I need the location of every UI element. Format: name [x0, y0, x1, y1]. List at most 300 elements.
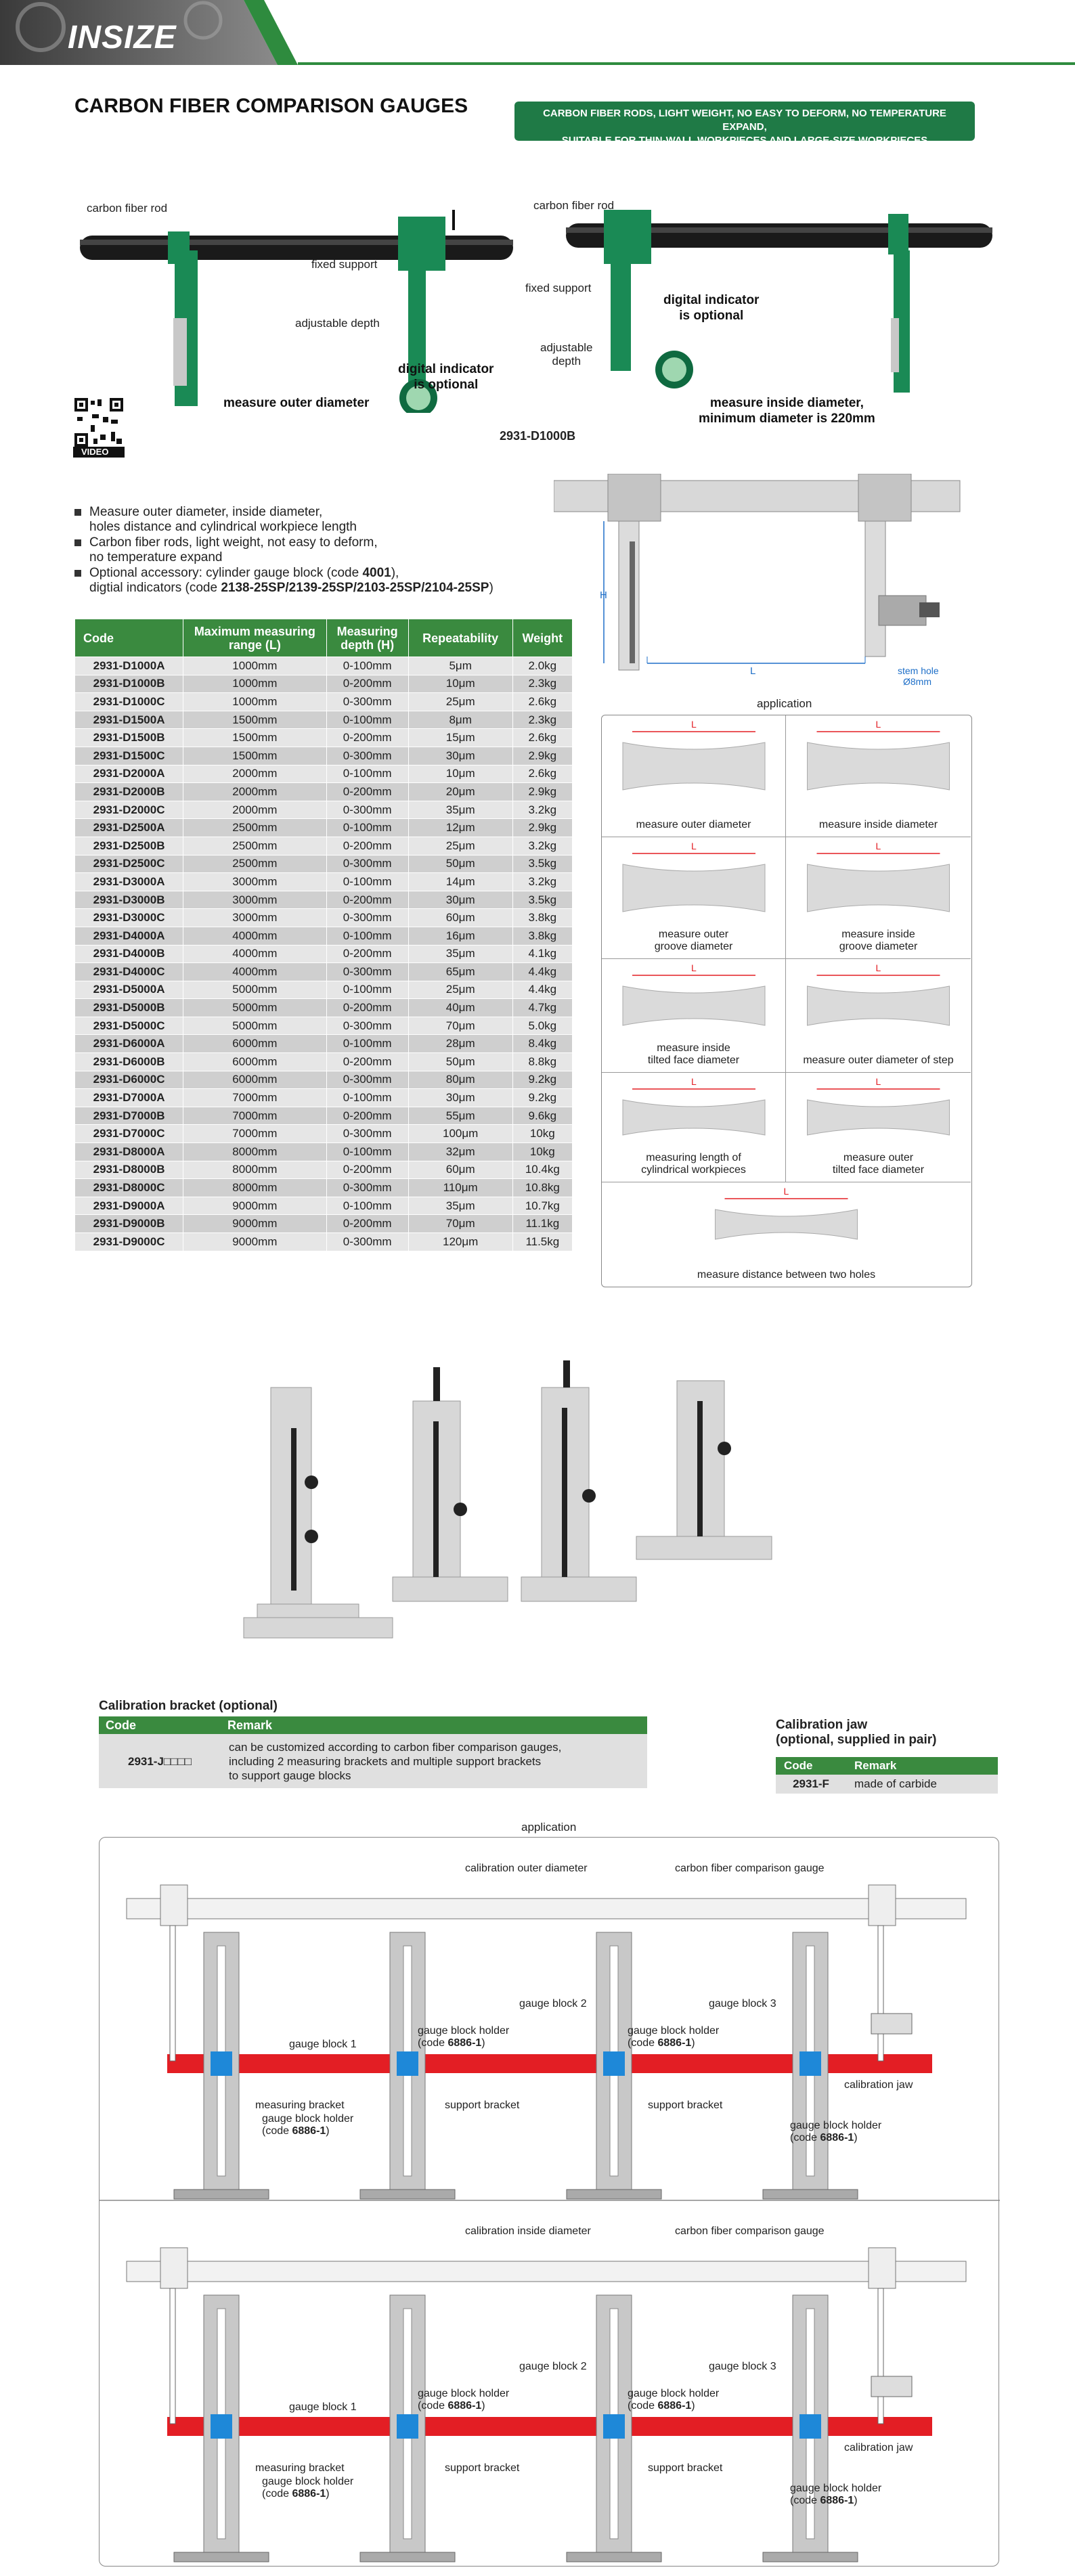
table-row [75, 999, 573, 1017]
application-item [602, 959, 786, 1073]
label-calibration-jaw: calibration jaw [844, 2442, 913, 2453]
table-cell: 0-100mm [326, 1089, 408, 1107]
label-gauge-block-3: gauge block 3 [709, 2361, 776, 2372]
label-carbon-fiber-rod-2: carbon fiber rod [533, 199, 615, 212]
table-cell: 0-300mm [326, 1017, 408, 1035]
table-cell: 2.9kg [512, 819, 572, 837]
product-photo-inner [566, 183, 999, 399]
table-cell: 9.6kg [512, 1107, 572, 1125]
cell-code: 2931-D3000A [75, 873, 183, 891]
spec-table [74, 619, 573, 1251]
video-label: VIDEO [81, 447, 109, 457]
table-cell: 8μm [408, 711, 512, 729]
table-cell: 3000mm [183, 873, 326, 891]
label-holder: gauge block holder [262, 2476, 354, 2487]
application-item [602, 837, 786, 959]
cell-code: 2931-D9000B [75, 1215, 183, 1233]
cell-code: 2931-D7000B [75, 1107, 183, 1125]
table-cell: 2.0kg [512, 657, 572, 675]
table-cell: 14μm [408, 873, 512, 891]
table-cell: 1500mm [183, 711, 326, 729]
table-row [75, 1107, 573, 1125]
table-cell: 3.2kg [512, 873, 572, 891]
table-cell: 11.1kg [512, 1215, 572, 1233]
table-cell: 7000mm [183, 1107, 326, 1125]
label-holder: gauge block holder [790, 2120, 882, 2131]
table-cell: 1000mm [183, 675, 326, 693]
cell-code: 2931-D2000B [75, 783, 183, 801]
table-cell: 0-100mm [326, 765, 408, 783]
caption-inside-diameter [699, 395, 875, 426]
cell-code: 2931-D2500C [75, 855, 183, 873]
cell-code: 2931-D5000B [75, 999, 183, 1017]
model-label: 2931-D1000B [500, 429, 576, 443]
label-gauge-block-1: gauge block 1 [289, 2039, 357, 2050]
table-cell: 25μm [408, 981, 512, 999]
table-cell: 4.4kg [512, 963, 572, 981]
table-row [75, 1161, 573, 1179]
table-row [75, 909, 573, 927]
label-gauge-block-1: gauge block 1 [289, 2401, 357, 2413]
digital-indicator-2-line-1: digital indicator [663, 293, 760, 307]
cell-code: 2931-D7000A [75, 1089, 183, 1107]
adjustable-line-2: depth [552, 355, 582, 368]
application-caption-line-2: groove diameter [839, 941, 918, 952]
label-holder: gauge block holder [790, 2483, 882, 2494]
table-cell: 3.5kg [512, 855, 572, 873]
table-cell: 2.9kg [512, 783, 572, 801]
table-cell: 10μm [408, 675, 512, 693]
header-weight: Weight [512, 619, 572, 657]
cell-code: 2931-D1500C [75, 747, 183, 765]
table-cell: 60μm [408, 909, 512, 927]
table-cell: 0-300mm [326, 1179, 408, 1197]
table-cell: 110μm [408, 1179, 512, 1197]
label-measuring-bracket: measuring bracket [255, 2100, 345, 2111]
cell-code: 2931-D1000B [75, 675, 183, 693]
table-row [75, 747, 573, 765]
table-cell: 11.5kg [512, 1233, 572, 1251]
table-cell: 10μm [408, 765, 512, 783]
table-row [75, 1125, 573, 1143]
cal-header-code: Code [99, 1716, 221, 1734]
cell-code: 2931-D2500A [75, 819, 183, 837]
table-cell: 25μm [408, 693, 512, 711]
table-cell: 70μm [408, 1017, 512, 1035]
label-holder-code: (code 6886-1) [628, 2037, 695, 2049]
table-row [75, 1179, 573, 1197]
cell-code: 2931-D1000A [75, 657, 183, 675]
table-cell: 4.4kg [512, 981, 572, 999]
table-cell: 6000mm [183, 1071, 326, 1089]
cell-code: 2931-D3000C [75, 909, 183, 927]
dimension-l-label: L [875, 841, 881, 851]
table-cell: 0-200mm [326, 1161, 408, 1179]
feature-item: Optional accessory: cylinder gauge block (code 4001), digtial indicators (code 2138-25SP/2139-25SP/2103-25SP/2104-25SP) [74, 566, 562, 596]
application-caption: measure outer [843, 1152, 914, 1163]
table-cell: 50μm [408, 855, 512, 873]
table-row [75, 819, 573, 837]
table-cell: 60μm [408, 1161, 512, 1179]
table-row [75, 657, 573, 675]
jaw-header-code: Code [776, 1757, 846, 1775]
table-cell: 9000mm [183, 1215, 326, 1233]
application-item [602, 715, 786, 837]
application-title: application [757, 697, 812, 710]
dimension-l-label: L [691, 1076, 697, 1087]
header-depth: Measuring depth (H) [326, 619, 408, 657]
table-cell: 65μm [408, 963, 512, 981]
table-cell: 9000mm [183, 1233, 326, 1251]
application-caption: measure distance between two holes [697, 1269, 876, 1281]
table-cell: 16μm [408, 927, 512, 945]
application-caption: measuring length of [646, 1152, 741, 1163]
table-cell: 2000mm [183, 801, 326, 819]
table-cell: 35μm [408, 1197, 512, 1215]
label-gauge-block-2: gauge block 2 [519, 1998, 587, 2009]
table-cell: 3000mm [183, 909, 326, 927]
stem-hole-label: stem hole [898, 665, 939, 676]
adjustable-line-1: adjustable [540, 341, 593, 354]
table-cell: 0-100mm [326, 1197, 408, 1215]
label-fixed-support-2: fixed support [525, 282, 592, 294]
cell-code: 2931-D5000A [75, 981, 183, 999]
cell-code: 2931-D1500A [75, 711, 183, 729]
application-caption-line-2: groove diameter [654, 941, 733, 952]
table-cell: 5.0kg [512, 1017, 572, 1035]
dimension-l-label: L [691, 841, 697, 851]
table-cell: 6000mm [183, 1035, 326, 1053]
table-row [75, 1053, 573, 1071]
cell-code: 2931-D4000A [75, 927, 183, 945]
calibration-jaw-title [776, 1718, 937, 1748]
header-range: Maximum measuring range (L) [183, 619, 326, 657]
drawing-h-label: H [600, 590, 607, 601]
dimension-l-label: L [691, 719, 697, 730]
table-cell: 0-200mm [326, 1215, 408, 1233]
header-repeatability: Repeatability [408, 619, 512, 657]
table-cell: 2.6kg [512, 729, 572, 747]
cal-remark-line-3: to support gauge blocks [229, 1769, 351, 1782]
jaw-title-line-1: Calibration jaw [776, 1718, 868, 1732]
table-cell: 30μm [408, 891, 512, 909]
label-holder-code: (code 6886-1) [790, 2132, 858, 2144]
table-cell: 9.2kg [512, 1089, 572, 1107]
banner-line-2: SUITABLE FOR THIN-WALL WORKPIECES AND LARGE-SIZE WORKPIECES [561, 135, 928, 146]
cell-code: 2931-D3000B [75, 891, 183, 909]
table-cell: 8000mm [183, 1143, 326, 1161]
table-row [75, 801, 573, 819]
label-digital-indicator [398, 361, 493, 393]
cell-code: 2931-D1500B [75, 729, 183, 747]
application-item [786, 837, 971, 959]
table-cell: 30μm [408, 747, 512, 765]
table-cell: 7000mm [183, 1125, 326, 1143]
cell-code: 2931-D2000C [75, 801, 183, 819]
cell-code: 2931-D6000C [75, 1071, 183, 1089]
table-row [75, 1071, 573, 1089]
cell-code: 2931-D9000A [75, 1197, 183, 1215]
table-cell: 0-200mm [326, 1053, 408, 1071]
table-cell: 4000mm [183, 963, 326, 981]
table-cell: 32μm [408, 1143, 512, 1161]
table-cell: 20μm [408, 783, 512, 801]
label-adjustable-depth-2 [540, 341, 593, 368]
table-cell: 55μm [408, 1107, 512, 1125]
table-cell: 0-300mm [326, 963, 408, 981]
table-cell: 0-300mm [326, 1233, 408, 1251]
table-cell: 70μm [408, 1215, 512, 1233]
cal-code: 2931-J□□□□ [99, 1734, 221, 1788]
table-cell: 0-200mm [326, 837, 408, 855]
label-carbon-gauge: carbon fiber comparison gauge [675, 1863, 825, 1874]
label-calibration: calibration outer diameter [465, 1863, 588, 1874]
digital-indicator-line-2: is optional [414, 378, 479, 392]
table-cell: 12μm [408, 819, 512, 837]
table-cell: 10kg [512, 1125, 572, 1143]
table-cell: 3.8kg [512, 927, 572, 945]
dimension-l-label: L [691, 962, 697, 973]
application-caption: measure inside diameter [818, 819, 938, 830]
table-cell: 30μm [408, 1089, 512, 1107]
table-row [75, 873, 573, 891]
digital-indicator-line-1: digital indicator [398, 362, 494, 376]
application-item [602, 1182, 971, 1287]
feature-list [74, 505, 562, 596]
label-digital-indicator-2 [663, 292, 759, 324]
brand-logo: INSIZE [68, 20, 177, 55]
cell-code: 2931-D8000C [75, 1179, 183, 1197]
feature-item: Carbon fiber rods, light weight, not easy to deform, no temperature expand [74, 535, 562, 565]
table-cell: 2500mm [183, 819, 326, 837]
dimension-l-label: L [875, 962, 881, 973]
table-cell: 0-100mm [326, 819, 408, 837]
cell-code: 2931-D7000C [75, 1125, 183, 1143]
cell-code: 2931-D4000C [75, 963, 183, 981]
cell-code: 2931-D1000C [75, 693, 183, 711]
application-caption-line-2: cylindrical workpieces [641, 1164, 746, 1176]
cal-remark [221, 1734, 647, 1788]
table-cell: 7000mm [183, 1089, 326, 1107]
table-cell: 2.9kg [512, 747, 572, 765]
cal-header-remark: Remark [221, 1716, 647, 1734]
cell-code: 2931-D4000B [75, 945, 183, 963]
table-row [75, 891, 573, 909]
label-calibration-jaw: calibration jaw [844, 2079, 913, 2091]
table-cell: 9.2kg [512, 1071, 572, 1089]
application2-box [99, 1837, 999, 2567]
jaw-title-line-2: (optional, supplied in pair) [776, 1733, 937, 1747]
jaw-code: 2931-F [776, 1775, 846, 1794]
label-carbon-fiber-rod: carbon fiber rod [87, 202, 168, 215]
table-row [75, 783, 573, 801]
table-cell: 25μm [408, 837, 512, 855]
table-cell: 8000mm [183, 1161, 326, 1179]
table-cell: 0-300mm [326, 1125, 408, 1143]
table-cell: 10.7kg [512, 1197, 572, 1215]
header-code: Code [75, 619, 183, 657]
table-cell: 0-300mm [326, 693, 408, 711]
table-cell: 4.1kg [512, 945, 572, 963]
table-row [75, 963, 573, 981]
cell-code: 2931-D8000A [75, 1143, 183, 1161]
application-item [786, 715, 971, 837]
table-cell: 1000mm [183, 693, 326, 711]
application-caption: measure inside [657, 1042, 730, 1054]
table-row [75, 1197, 573, 1215]
table-cell: 2.3kg [512, 711, 572, 729]
label-support-bracket: support bracket [445, 2462, 520, 2474]
label-measuring-bracket: measuring bracket [255, 2462, 345, 2474]
table-cell: 0-200mm [326, 729, 408, 747]
calibration-bracket-title: Calibration bracket (optional) [99, 1699, 278, 1713]
table-row [75, 981, 573, 999]
table-cell: 0-200mm [326, 891, 408, 909]
cell-code: 2931-D8000B [75, 1161, 183, 1179]
label-holder-code: (code 6886-1) [418, 2037, 485, 2049]
table-cell: 5000mm [183, 999, 326, 1017]
table-cell: 5000mm [183, 981, 326, 999]
table-cell: 8.8kg [512, 1053, 572, 1071]
table-cell: 0-300mm [326, 747, 408, 765]
label-gauge-block-2: gauge block 2 [519, 2361, 587, 2372]
cell-code: 2931-D9000C [75, 1233, 183, 1251]
application-caption: measure inside [841, 929, 915, 940]
application-caption: measure outer diameter [636, 819, 751, 830]
feature-banner [514, 102, 975, 146]
table-row [75, 837, 573, 855]
application-item [786, 959, 971, 1073]
application-caption-line-2: tilted face diameter [647, 1054, 740, 1066]
table-cell: 4000mm [183, 945, 326, 963]
dimension-l-label: L [875, 1076, 881, 1087]
label-calibration: calibration inside diameter [465, 2225, 591, 2237]
label-holder: gauge block holder [418, 2025, 510, 2037]
caption-inside-line-1: measure inside diameter, [709, 396, 864, 410]
application-caption: measure outer [658, 929, 729, 940]
dimension-l-label: L [783, 1186, 789, 1197]
table-row [75, 1035, 573, 1053]
table-cell: 0-300mm [326, 1071, 408, 1089]
table-cell: 40μm [408, 999, 512, 1017]
table-cell: 9000mm [183, 1197, 326, 1215]
calibration-diagram [100, 1838, 1000, 2567]
table-cell: 0-300mm [326, 855, 408, 873]
label-adjustable-depth: adjustable depth [295, 317, 380, 330]
table-cell: 3000mm [183, 891, 326, 909]
table-cell: 0-200mm [326, 999, 408, 1017]
application-caption-line-2: tilted face diameter [832, 1164, 925, 1176]
stem-dia-label: Ø8mm [903, 676, 931, 687]
label-holder-code: (code 6886-1) [418, 2400, 485, 2412]
cell-code: 2931-D6000B [75, 1053, 183, 1071]
jaw-header-remark: Remark [846, 1757, 998, 1775]
table-cell: 2000mm [183, 765, 326, 783]
table-cell: 0-100mm [326, 927, 408, 945]
application-caption: measure outer diameter of step [803, 1054, 954, 1066]
table-cell: 4000mm [183, 927, 326, 945]
label-holder-code: (code 6886-1) [262, 2488, 330, 2500]
table-cell: 0-200mm [326, 783, 408, 801]
table-cell: 8.4kg [512, 1035, 572, 1053]
spec-table-body [75, 657, 573, 1251]
table-cell: 5μm [408, 657, 512, 675]
table-cell: 2500mm [183, 837, 326, 855]
calibration-bracket-table [99, 1716, 647, 1788]
feature-item: Measure outer diameter, inside diameter, holes distance and cylindrical workpiece length [74, 505, 562, 535]
table-cell: 4.7kg [512, 999, 572, 1017]
table-cell: 3.5kg [512, 891, 572, 909]
digital-indicator-2-line-2: is optional [679, 309, 744, 323]
application-item [602, 1073, 786, 1182]
label-fixed-support: fixed support [311, 258, 378, 271]
page-title: CARBON FIBER COMPARISON GAUGES [74, 95, 468, 117]
table-row [75, 1215, 573, 1233]
table-cell: 0-100mm [326, 981, 408, 999]
table-cell: 15μm [408, 729, 512, 747]
table-cell: 0-100mm [326, 873, 408, 891]
table-cell: 28μm [408, 1035, 512, 1053]
label-support-bracket: support bracket [445, 2100, 520, 2111]
label-holder: gauge block holder [418, 2388, 510, 2399]
drawing-l-label: L [750, 665, 756, 677]
cell-code: 2931-D2500B [75, 837, 183, 855]
table-cell: 80μm [408, 1071, 512, 1089]
table-cell: 35μm [408, 945, 512, 963]
table-row [75, 1233, 573, 1251]
table-cell: 0-200mm [326, 945, 408, 963]
technical-drawing [554, 474, 980, 690]
table-row [75, 927, 573, 945]
table-cell: 6000mm [183, 1053, 326, 1071]
cell-code: 2931-D2000A [75, 765, 183, 783]
application2-title: application [521, 1821, 577, 1834]
jaw-remark: made of carbide [846, 1775, 998, 1794]
cal-remark-line-1: can be customized according to carbon fiber comparison gauges, [229, 1740, 562, 1754]
table-row [75, 729, 573, 747]
caption-inside-line-2: minimum diameter is 220mm [699, 412, 875, 426]
table-cell: 2.3kg [512, 675, 572, 693]
table-cell: 8000mm [183, 1179, 326, 1197]
table-cell: 0-100mm [326, 1035, 408, 1053]
table-cell: 35μm [408, 801, 512, 819]
table-cell: 3.2kg [512, 801, 572, 819]
table-row [75, 945, 573, 963]
dimension-l-label: L [875, 719, 881, 730]
table-cell: 1000mm [183, 657, 326, 675]
application-box [601, 715, 972, 1287]
table-cell: 2000mm [183, 783, 326, 801]
table-row [75, 1143, 573, 1161]
label-holder: gauge block holder [262, 2113, 354, 2125]
label-carbon-gauge: carbon fiber comparison gauge [675, 2225, 825, 2237]
cell-code: 2931-D5000C [75, 1017, 183, 1035]
table-cell: 0-200mm [326, 1107, 408, 1125]
label-holder: gauge block holder [628, 2025, 720, 2037]
label-holder-code: (code 6886-1) [262, 2125, 330, 2137]
table-row [75, 855, 573, 873]
table-cell: 50μm [408, 1053, 512, 1071]
label-holder: gauge block holder [628, 2388, 720, 2399]
table-row [75, 711, 573, 729]
table-row [75, 693, 573, 711]
table-cell: 0-100mm [326, 657, 408, 675]
application-item [786, 1073, 971, 1182]
brackets-photo [230, 1360, 799, 1658]
calibration-jaw-table [776, 1757, 998, 1794]
table-cell: 10kg [512, 1143, 572, 1161]
table-cell: 0-300mm [326, 801, 408, 819]
